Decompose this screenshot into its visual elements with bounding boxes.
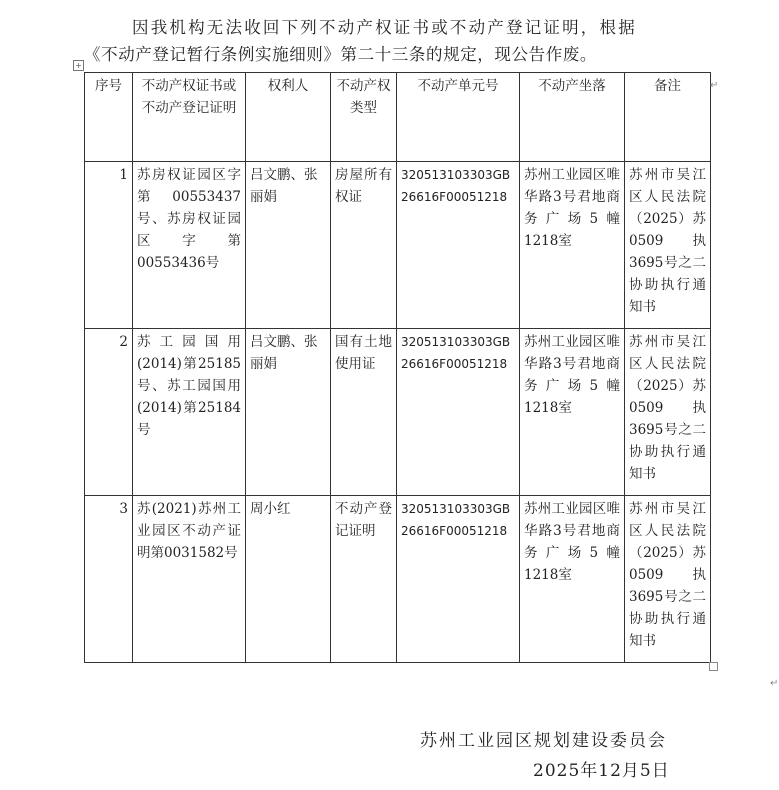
header-type: 不动产权类型 — [331, 73, 397, 162]
signature-org: 苏州工业园区规划建设委员会 — [420, 731, 667, 751]
cell-no: 3 — [85, 496, 133, 663]
header-location: 不动产坐落 — [520, 73, 625, 162]
paragraph-mark-icon: ↵ — [770, 678, 779, 689]
cell-unit: 320513103303GB26616F00051218 — [397, 162, 520, 329]
cell-holder: 吕文鹏、张丽娟 — [246, 329, 331, 496]
cell-no: 2 — [85, 329, 133, 496]
cell-type: 不动产登记证明 — [331, 496, 397, 663]
cell-type: 国有土地使用证 — [331, 329, 397, 496]
signature-date: 2025年12月5日 — [533, 761, 670, 781]
cell-remark: 苏州市吴江区人民法院（2025）苏0509执3695号之二协助执行通知书 — [625, 496, 711, 663]
cell-type: 房屋所有权证 — [331, 162, 397, 329]
header-cert: 不动产权证书或不动产登记证明 — [133, 73, 246, 162]
cell-location: 苏州工业园区唯华路3号君地商务广场5幢1218室 — [520, 162, 625, 329]
intro-line-2: 《不动产登记暂行条例实施细则》第二十三条的规定，现公告作废。 — [84, 45, 597, 64]
cell-location: 苏州工业园区唯华路3号君地商务广场5幢1218室 — [520, 496, 625, 663]
header-remark: 备注 — [625, 73, 711, 162]
cell-unit: 320513103303GB26616F00051218 — [397, 329, 520, 496]
cell-holder: 吕文鹏、张丽娟 — [246, 162, 331, 329]
cell-remark: 苏州市吴江区人民法院（2025）苏0509执3695号之二协助执行通知书 — [625, 162, 711, 329]
cell-cert: 苏(2021)苏州工业园区不动产证明第0031582号 — [133, 496, 246, 663]
table-resize-handle-icon[interactable] — [709, 662, 718, 671]
table-row — [85, 162, 711, 329]
header-holder: 权利人 — [246, 73, 331, 162]
cell-location: 苏州工业园区唯华路3号君地商务广场5幢1218室 — [520, 329, 625, 496]
cell-holder: 周小红 — [246, 496, 331, 663]
cell-no: 1 — [85, 162, 133, 329]
header-unit: 不动产单元号 — [397, 73, 520, 162]
certificate-table — [84, 72, 711, 663]
paragraph-mark-icon: ↵ — [710, 80, 719, 91]
table-row — [85, 496, 711, 663]
intro-line-1: 因我机构无法收回下列不动产权证书或不动产登记证明，根据 — [132, 18, 637, 37]
header-no: 序号 — [85, 73, 133, 162]
cell-remark: 苏州市吴江区人民法院（2025）苏0509执3695号之二协助执行通知书 — [625, 329, 711, 496]
notice-intro — [84, 14, 724, 68]
table-move-handle-icon[interactable]: + — [73, 60, 84, 71]
table-header-row — [85, 73, 711, 162]
cell-cert: 苏房权证园区字第00553437号、苏房权证园区字第00553436号 — [133, 162, 246, 329]
cell-unit: 320513103303GB26616F00051218 — [397, 496, 520, 663]
table-row — [85, 329, 711, 496]
cell-cert: 苏工园国用(2014)第25185号、苏工园国用(2014)第25184号 — [133, 329, 246, 496]
